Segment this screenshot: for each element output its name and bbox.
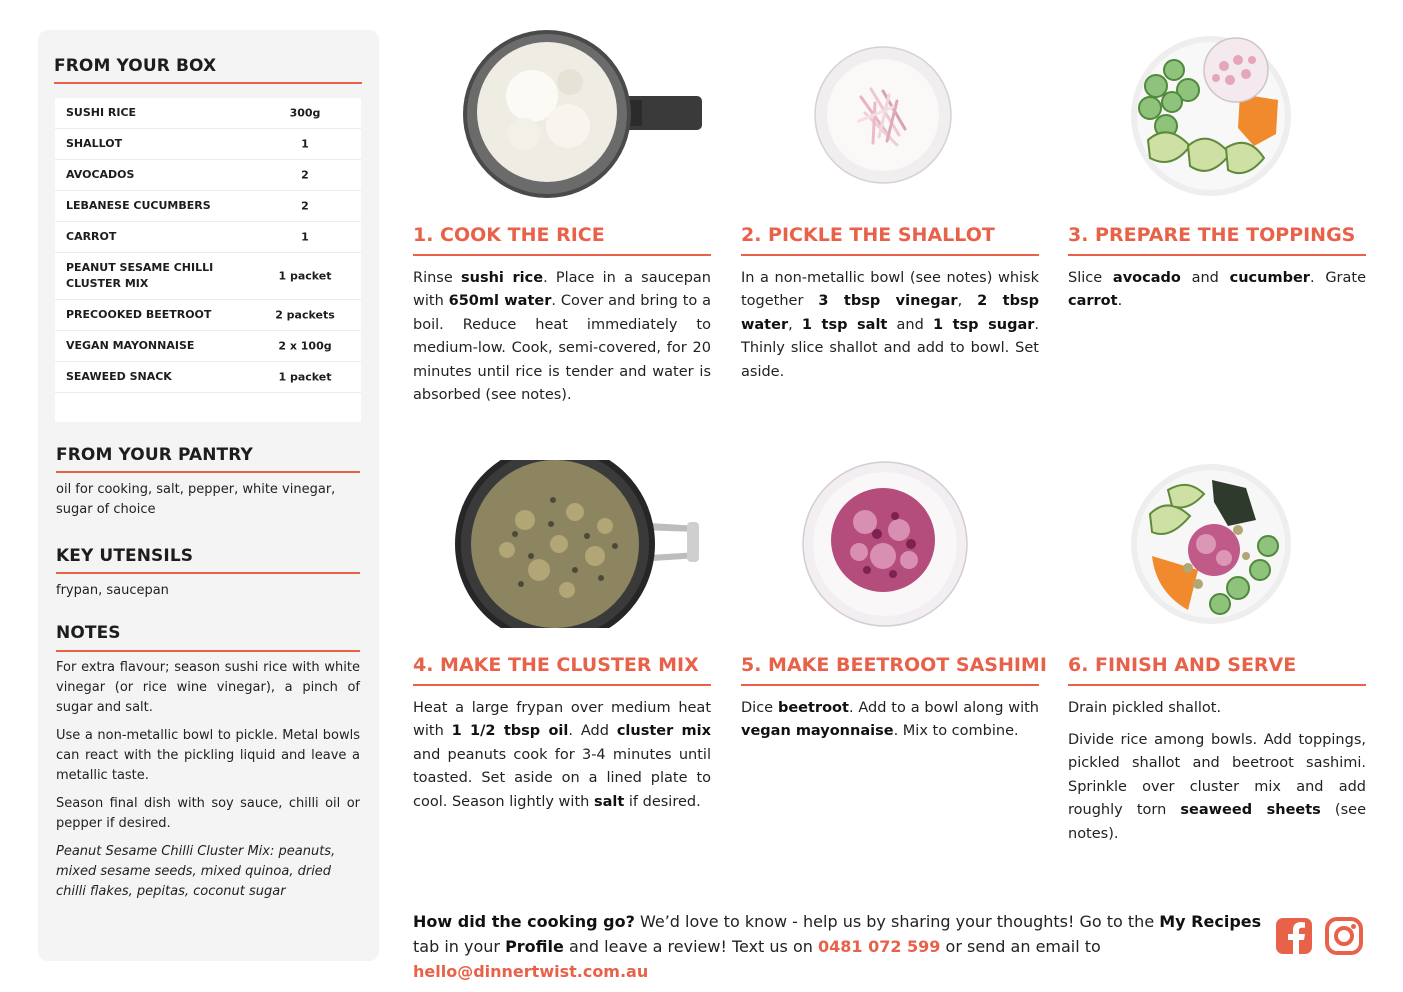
cluster-mix-frypan-photo — [455, 460, 703, 628]
step-2-title: 2. PICKLE THE SHALLOT — [741, 224, 995, 246]
ingredient-qty: 2 — [301, 199, 309, 213]
note-item: For extra flavour; season sushi rice with white vinegar (or rice wine vinegar), a pinch of sugar and salt. — [56, 660, 360, 715]
ingredient-qty: 2 x 100g — [278, 339, 332, 353]
box-title: FROM YOUR BOX — [54, 56, 217, 76]
ingredient-name: SUSHI RICE — [66, 106, 137, 119]
feedback-footer — [413, 909, 1263, 984]
divider — [741, 684, 1039, 686]
note-item: Use a non-metallic bowl to pickle. Metal bowls can react with the pickling liquid and leave a metallic taste. — [56, 728, 360, 783]
step-text-run: . Place in a saucepan with — [413, 270, 711, 310]
ingredient-qty: 2 — [301, 168, 309, 182]
step-text-run: . — [1117, 293, 1123, 310]
pantry-title: FROM YOUR PANTRY — [56, 445, 253, 465]
step-text-run: (see notes). — [1068, 802, 1366, 842]
step-4-text — [413, 697, 711, 814]
footer-question: How did the cooking go? — [413, 912, 635, 931]
pickled-shallot-photo — [813, 45, 953, 185]
divider — [413, 254, 711, 256]
ingredient-name: CARROT — [66, 230, 117, 243]
table-row — [55, 160, 361, 191]
bold-ingredient: cluster mix — [616, 723, 711, 740]
step-text-run: . Grate — [1309, 270, 1367, 286]
footer-text: and leave a review! Text us on — [563, 937, 818, 956]
ingredient-name: PEANUT SESAME CHILLI CLUSTER MIX — [66, 261, 214, 290]
phone-link[interactable]: 0481 072 599 — [817, 937, 941, 956]
note-item: Season final dish with soy sauce, chilli oil or pepper if desired. — [56, 796, 360, 831]
step-text-run: if desired. — [624, 793, 701, 810]
table-row — [55, 98, 361, 129]
ingredient-qty: 1 packet — [278, 269, 332, 283]
ingredient-qty: 2 packets — [275, 308, 335, 322]
ingredient-qty: 1 — [301, 137, 309, 151]
instagram-icon[interactable] — [1324, 916, 1364, 956]
bold-ingredient: beetroot — [777, 700, 849, 716]
bold-ingredient: salt — [593, 793, 625, 810]
table-row — [55, 362, 361, 393]
bold-ingredient: 1 1/2 tbsp oil — [451, 723, 569, 740]
step-text-run: Drain pickled shallot. — [1068, 700, 1222, 716]
footer-text: tab in your — [413, 937, 506, 956]
step-text-run: Dice — [741, 700, 778, 716]
utensils-title: KEY UTENSILS — [56, 546, 194, 566]
bold-ingredient: vegan mayonnaise — [741, 723, 894, 740]
step-text-run: Rinse — [413, 270, 461, 286]
footer-text: or send an email to — [940, 937, 1101, 956]
finished-bowl-photo — [1128, 460, 1294, 628]
step-3-title: 3. PREPARE THE TOPPINGS — [1068, 224, 1356, 246]
my-recipes-link[interactable]: My Recipes — [1159, 912, 1262, 931]
ingredient-name: SHALLOT — [66, 137, 123, 150]
divider — [1068, 684, 1366, 686]
bold-ingredient: 2 tbsp water — [741, 293, 1039, 333]
bold-ingredient: 1 tsp sugar — [932, 316, 1035, 333]
email-link[interactable]: hello@dinnertwist.com.au — [413, 962, 649, 981]
step-6-text — [1068, 697, 1366, 720]
step-text-run: In a non-metallic bowl (see notes) whisk together — [741, 270, 1039, 310]
notes-title: NOTES — [56, 623, 121, 643]
step-2-text — [741, 267, 1039, 384]
ingredient-name: VEGAN MAYONNAISE — [66, 339, 195, 352]
rice-saucepan-photo — [462, 30, 702, 198]
bold-ingredient: 1 tsp salt — [801, 316, 888, 333]
table-row — [55, 129, 361, 160]
step-text-run: Divide rice among bowls. Add toppings, pickled shallot and beetroot sashimi. Sprinkle over cluster mix and add roughly torn — [1068, 732, 1366, 819]
step-6-text-2 — [1068, 729, 1366, 846]
table-row — [55, 300, 361, 331]
divider — [413, 684, 711, 686]
ingredient-qty: 1 packet — [278, 370, 332, 384]
step-text-run: . Add to a bowl along with — [848, 700, 1040, 716]
table-row — [55, 222, 361, 253]
table-row — [55, 331, 361, 362]
step-text-run: and peanuts cook for 3-4 minutes until toasted. Set aside on a lined plate to cool. Season lightly with — [413, 746, 711, 810]
divider — [54, 82, 362, 84]
step-text-run: , — [957, 293, 978, 310]
bold-ingredient: carrot — [1068, 293, 1118, 310]
footer-text: We’d love to know - help us by sharing your thoughts! Go to the — [634, 912, 1160, 931]
pantry-text: oil for cooking, salt, pepper, white vinegar, sugar of choice — [56, 482, 336, 517]
divider — [741, 254, 1039, 256]
step-3-text — [1068, 267, 1366, 314]
note-item: Peanut Sesame Chilli Cluster Mix: peanuts, mixed sesame seeds, mixed quinoa, dried chilli flakes, pepitas, coconut sugar — [56, 844, 336, 899]
bold-ingredient: cucumber — [1229, 270, 1310, 286]
ingredient-name: PRECOOKED BEETROOT — [66, 308, 212, 321]
step-5-text — [741, 697, 1039, 744]
divider — [56, 572, 360, 574]
ingredient-name: LEBANESE CUCUMBERS — [66, 199, 211, 212]
step-1-text — [413, 267, 711, 407]
table-row — [55, 191, 361, 222]
ingredient-qty: 1 — [301, 230, 309, 244]
bold-ingredient: avocado — [1112, 270, 1181, 286]
step-text-run: Slice — [1068, 270, 1113, 286]
profile-link[interactable]: Profile — [505, 937, 564, 956]
divider — [56, 650, 360, 652]
step-text-run: and — [1180, 270, 1230, 286]
step-text-run: . Thinly slice shallot and add to bowl. Set aside. — [741, 316, 1039, 380]
facebook-icon[interactable] — [1274, 916, 1314, 956]
ingredient-name: SEAWEED SNACK — [66, 370, 172, 383]
ingredient-qty: 300g — [289, 106, 321, 120]
bold-ingredient: seaweed sheets — [1180, 802, 1321, 819]
step-text-run: and — [887, 316, 933, 333]
ingredient-name: AVOCADOS — [66, 168, 135, 181]
step-6-title: 6. FINISH AND SERVE — [1068, 654, 1297, 676]
table-row — [55, 253, 361, 300]
beetroot-sashimi-photo — [801, 460, 969, 628]
ingredients-table — [55, 98, 361, 422]
step-text-run: . Add — [568, 723, 617, 740]
utensils-text: frypan, saucepan — [56, 583, 169, 598]
step-text-run: Heat a large frypan over medium heat with — [413, 700, 711, 740]
divider — [1068, 254, 1366, 256]
bold-ingredient: sushi rice — [460, 270, 544, 286]
divider — [56, 471, 360, 473]
step-1-title: 1. COOK THE RICE — [413, 224, 605, 246]
step-4-title: 4. MAKE THE CLUSTER MIX — [413, 654, 699, 676]
step-text-run: , — [788, 316, 802, 333]
toppings-photo — [1128, 30, 1294, 198]
sidebar — [38, 30, 379, 961]
bold-ingredient: 3 tbsp vinegar — [818, 293, 958, 310]
bold-ingredient: 650ml water — [448, 293, 552, 310]
step-text-run: . Mix to combine. — [893, 723, 1019, 740]
step-text-run: . Cover and bring to a boil. Reduce heat immediately to medium-low. Cook, semi-covered, for 20 minutes until rice is tender and water is absorbed (see notes). — [413, 293, 711, 404]
step-5-title: 5. MAKE BEETROOT SASHIMI — [741, 654, 1047, 676]
